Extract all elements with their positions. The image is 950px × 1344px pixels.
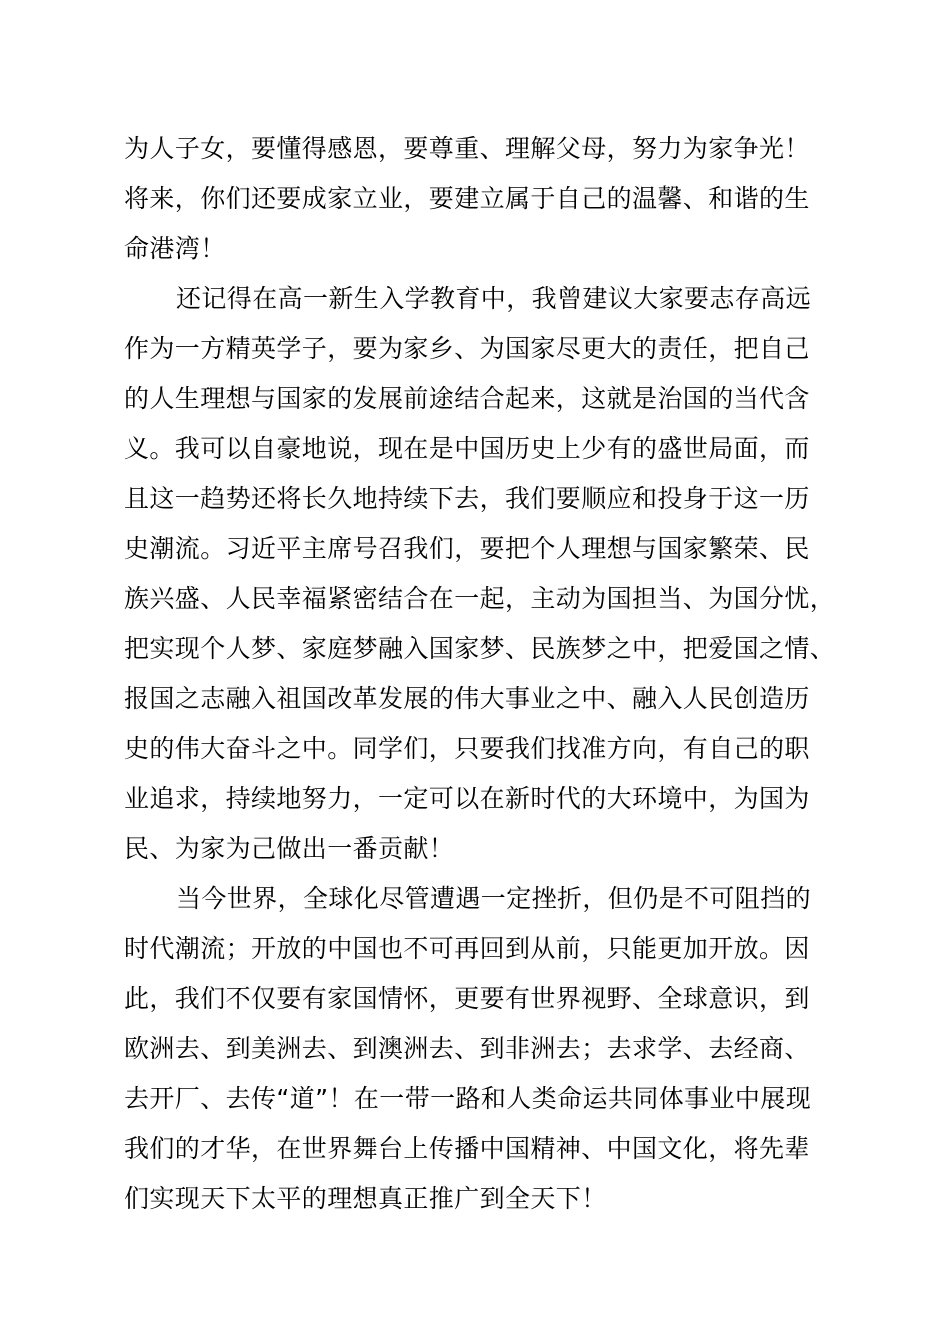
text-line: 作为一方精英学子，要为家乡、为国家尽更大的责任，把自己 [124, 334, 810, 363]
body-text [124, 124, 844, 1224]
text-line: 且这一趋势还将长久地持续下去，我们要顺应和投身于这一历 [124, 484, 810, 513]
text-line: 把实现个人梦、家庭梦融入国家梦、民族梦之中，把爱国之情、 [124, 634, 836, 663]
text-line: 们实现天下太平的理想真正推广到全天下！ [124, 1184, 607, 1213]
text-line: 将来，你们还要成家立业，要建立属于自己的温馨、和谐的生 [124, 184, 810, 213]
text-line: 去开厂、去传“道”！在一带一路和人类命运共同体事业中展现 [124, 1084, 812, 1113]
text-line: 欧洲去、到美洲去、到澳洲去、到非洲去；去求学、去经商、 [124, 1034, 810, 1063]
text-line: 史的伟大奋斗之中。同学们，只要我们找准方向，有自己的职 [124, 734, 810, 763]
text-line: 民、为家为己做出一番贡献！ [124, 834, 455, 863]
paragraph-start-line: 还记得在高一新生入学教育中，我曾建议大家要志存高远 [176, 284, 812, 313]
text-line: 史潮流。习近平主席号召我们，要把个人理想与国家繁荣、民 [124, 534, 810, 563]
text-line: 时代潮流；开放的中国也不可再回到从前，只能更加开放。因 [124, 934, 810, 963]
text-line: 此，我们不仅要有家国情怀，更要有世界视野、全球意识，到 [124, 984, 810, 1013]
text-line: 义。我可以自豪地说，现在是中国历史上少有的盛世局面，而 [124, 434, 810, 463]
text-line: 的人生理想与国家的发展前途结合起来，这就是治国的当代含 [124, 384, 810, 413]
text-line: 族兴盛、人民幸福紧密结合在一起，主动为国担当、为国分忧， [124, 584, 836, 613]
text-line: 为人子女，要懂得感恩，要尊重、理解父母，努力为家争光！ [124, 134, 810, 163]
text-line: 报国之志融入祖国改革发展的伟大事业之中、融入人民创造历 [124, 684, 810, 713]
paragraph-start-line: 当今世界，全球化尽管遭遇一定挫折，但仍是不可阻挡的 [176, 884, 812, 913]
text-line: 业追求，持续地努力，一定可以在新时代的大环境中，为国为 [124, 784, 810, 813]
text-line: 我们的才华，在世界舞台上传播中国精神、中国文化，将先辈 [124, 1134, 810, 1163]
text-line: 命港湾！ [124, 234, 226, 263]
